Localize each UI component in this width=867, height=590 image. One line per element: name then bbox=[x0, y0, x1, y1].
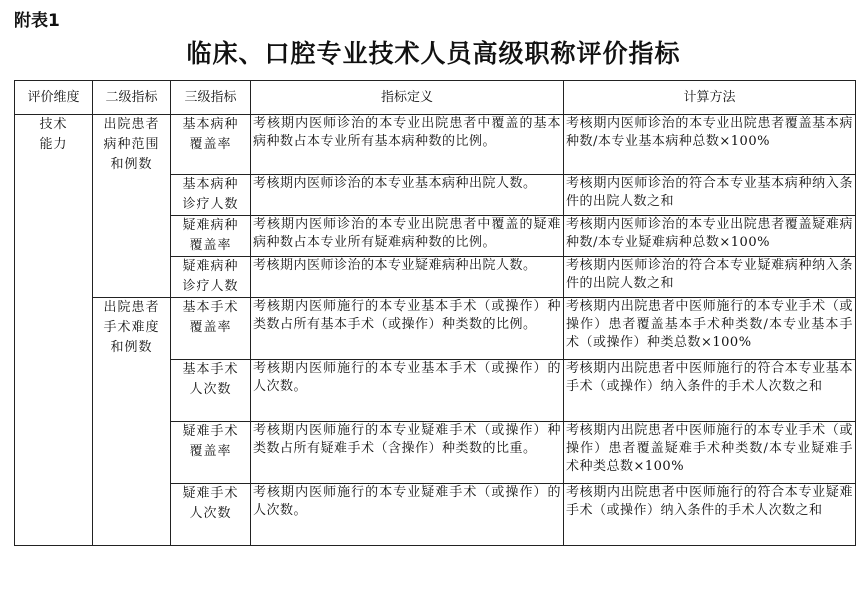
indicator-line: 诊疗人数 bbox=[182, 279, 239, 294]
method-cell: 考核期内出院患者中医师施行的本专业手术（或操作）患者覆盖疑难手术种类数/本专业疑难手术种类总数×100% bbox=[564, 422, 856, 484]
table-header-row bbox=[15, 81, 856, 115]
indicator-line: 基本手术 bbox=[182, 362, 239, 377]
definition-cell: 考核期内医师施行的本专业疑难手术（或操作）种类数占所有疑难手术（含操作）种类数的比重。 bbox=[251, 422, 564, 484]
header-method: 计算方法 bbox=[564, 81, 856, 115]
header-dimension: 评价维度 bbox=[15, 81, 93, 115]
group-name-line: 病种范围 bbox=[103, 137, 160, 152]
definition-cell: 考核期内医师诊治的本专业基本病种出院人数。 bbox=[251, 175, 564, 216]
group-name-line: 和例数 bbox=[110, 157, 153, 172]
document-title: 临床、口腔专业技术人员高级职称评价指标 bbox=[186, 39, 681, 68]
header-tertiary-indicator: 三级指标 bbox=[171, 81, 251, 115]
definition-cell: 考核期内医师施行的本专业基本手术（或操作）种类数占所有基本手术（或操作）种类数的比例。 bbox=[251, 298, 564, 360]
indicator-cell bbox=[171, 115, 251, 175]
dimension-line: 能力 bbox=[39, 137, 68, 152]
definition-cell: 考核期内医师诊治的本专业疑难病种出院人数。 bbox=[251, 257, 564, 298]
definition-cell: 考核期内医师诊治的本专业出院患者中覆盖的疑难病种数占本专业所有疑难病种数的比例。 bbox=[251, 216, 564, 257]
indicator-cell bbox=[171, 175, 251, 216]
indicator-line: 基本病种 bbox=[182, 117, 239, 132]
group-name-line: 和例数 bbox=[110, 340, 153, 355]
table-row bbox=[15, 115, 856, 175]
indicator-line: 基本病种 bbox=[182, 177, 239, 192]
header-definition: 指标定义 bbox=[251, 81, 564, 115]
indicator-line: 疑难病种 bbox=[182, 259, 239, 274]
indicator-line: 疑难手术 bbox=[182, 424, 239, 439]
indicator-line: 覆盖率 bbox=[189, 137, 232, 152]
method-cell: 考核期内医师诊治的本专业出院患者覆盖基本病种数/本专业基本病种总数×100% bbox=[564, 115, 856, 175]
table-row bbox=[15, 298, 856, 360]
dimension-line: 技术 bbox=[39, 117, 68, 132]
method-cell: 考核期内出院患者中医师施行的本专业手术（或操作）患者覆盖基本手术种类数/本专业基本手术（或操作）种类总数×100% bbox=[564, 298, 856, 360]
method-cell: 考核期内出院患者中医师施行的符合本专业疑难手术（或操作）纳入条件的手术人次数之和 bbox=[564, 484, 856, 546]
indicator-line: 人次数 bbox=[189, 382, 232, 397]
dimension-cell bbox=[15, 115, 93, 546]
group-name-line: 手术难度 bbox=[103, 320, 160, 335]
method-cell: 考核期内医师诊治的符合本专业基本病种纳入条件的出院人数之和 bbox=[564, 175, 856, 216]
method-cell: 考核期内出院患者中医师施行的符合本专业基本手术（或操作）纳入条件的手术人次数之和 bbox=[564, 360, 856, 422]
indicator-line: 诊疗人数 bbox=[182, 197, 239, 212]
group-name-line: 出院患者 bbox=[103, 117, 160, 132]
group-name-cell bbox=[93, 115, 171, 298]
indicator-line: 疑难病种 bbox=[182, 218, 239, 233]
method-cell: 考核期内医师诊治的符合本专业疑难病种纳入条件的出院人数之和 bbox=[564, 257, 856, 298]
definition-cell: 考核期内医师诊治的本专业出院患者中覆盖的基本病种数占本专业所有基本病种数的比例。 bbox=[251, 115, 564, 175]
indicator-cell bbox=[171, 298, 251, 360]
header-secondary-indicator: 二级指标 bbox=[93, 81, 171, 115]
indicator-cell bbox=[171, 422, 251, 484]
evaluation-metrics-table bbox=[14, 80, 856, 546]
group-name-cell bbox=[93, 298, 171, 546]
indicator-cell bbox=[171, 360, 251, 422]
method-cell: 考核期内医师诊治的本专业出院患者覆盖疑难病种数/本专业疑难病种总数×100% bbox=[564, 216, 856, 257]
definition-cell: 考核期内医师施行的本专业基本手术（或操作）的人次数。 bbox=[251, 360, 564, 422]
indicator-line: 疑难手术 bbox=[182, 486, 239, 501]
indicator-line: 覆盖率 bbox=[189, 320, 232, 335]
indicator-line: 人次数 bbox=[189, 506, 232, 521]
indicator-line: 基本手术 bbox=[182, 300, 239, 315]
indicator-line: 覆盖率 bbox=[189, 238, 232, 253]
indicator-cell bbox=[171, 216, 251, 257]
indicator-line: 覆盖率 bbox=[189, 444, 232, 459]
attachment-label: 附表1 bbox=[14, 11, 60, 31]
definition-cell: 考核期内医师施行的本专业疑难手术（或操作）的人次数。 bbox=[251, 484, 564, 546]
indicator-cell bbox=[171, 257, 251, 298]
indicator-cell bbox=[171, 484, 251, 546]
group-name-line: 出院患者 bbox=[103, 300, 160, 315]
